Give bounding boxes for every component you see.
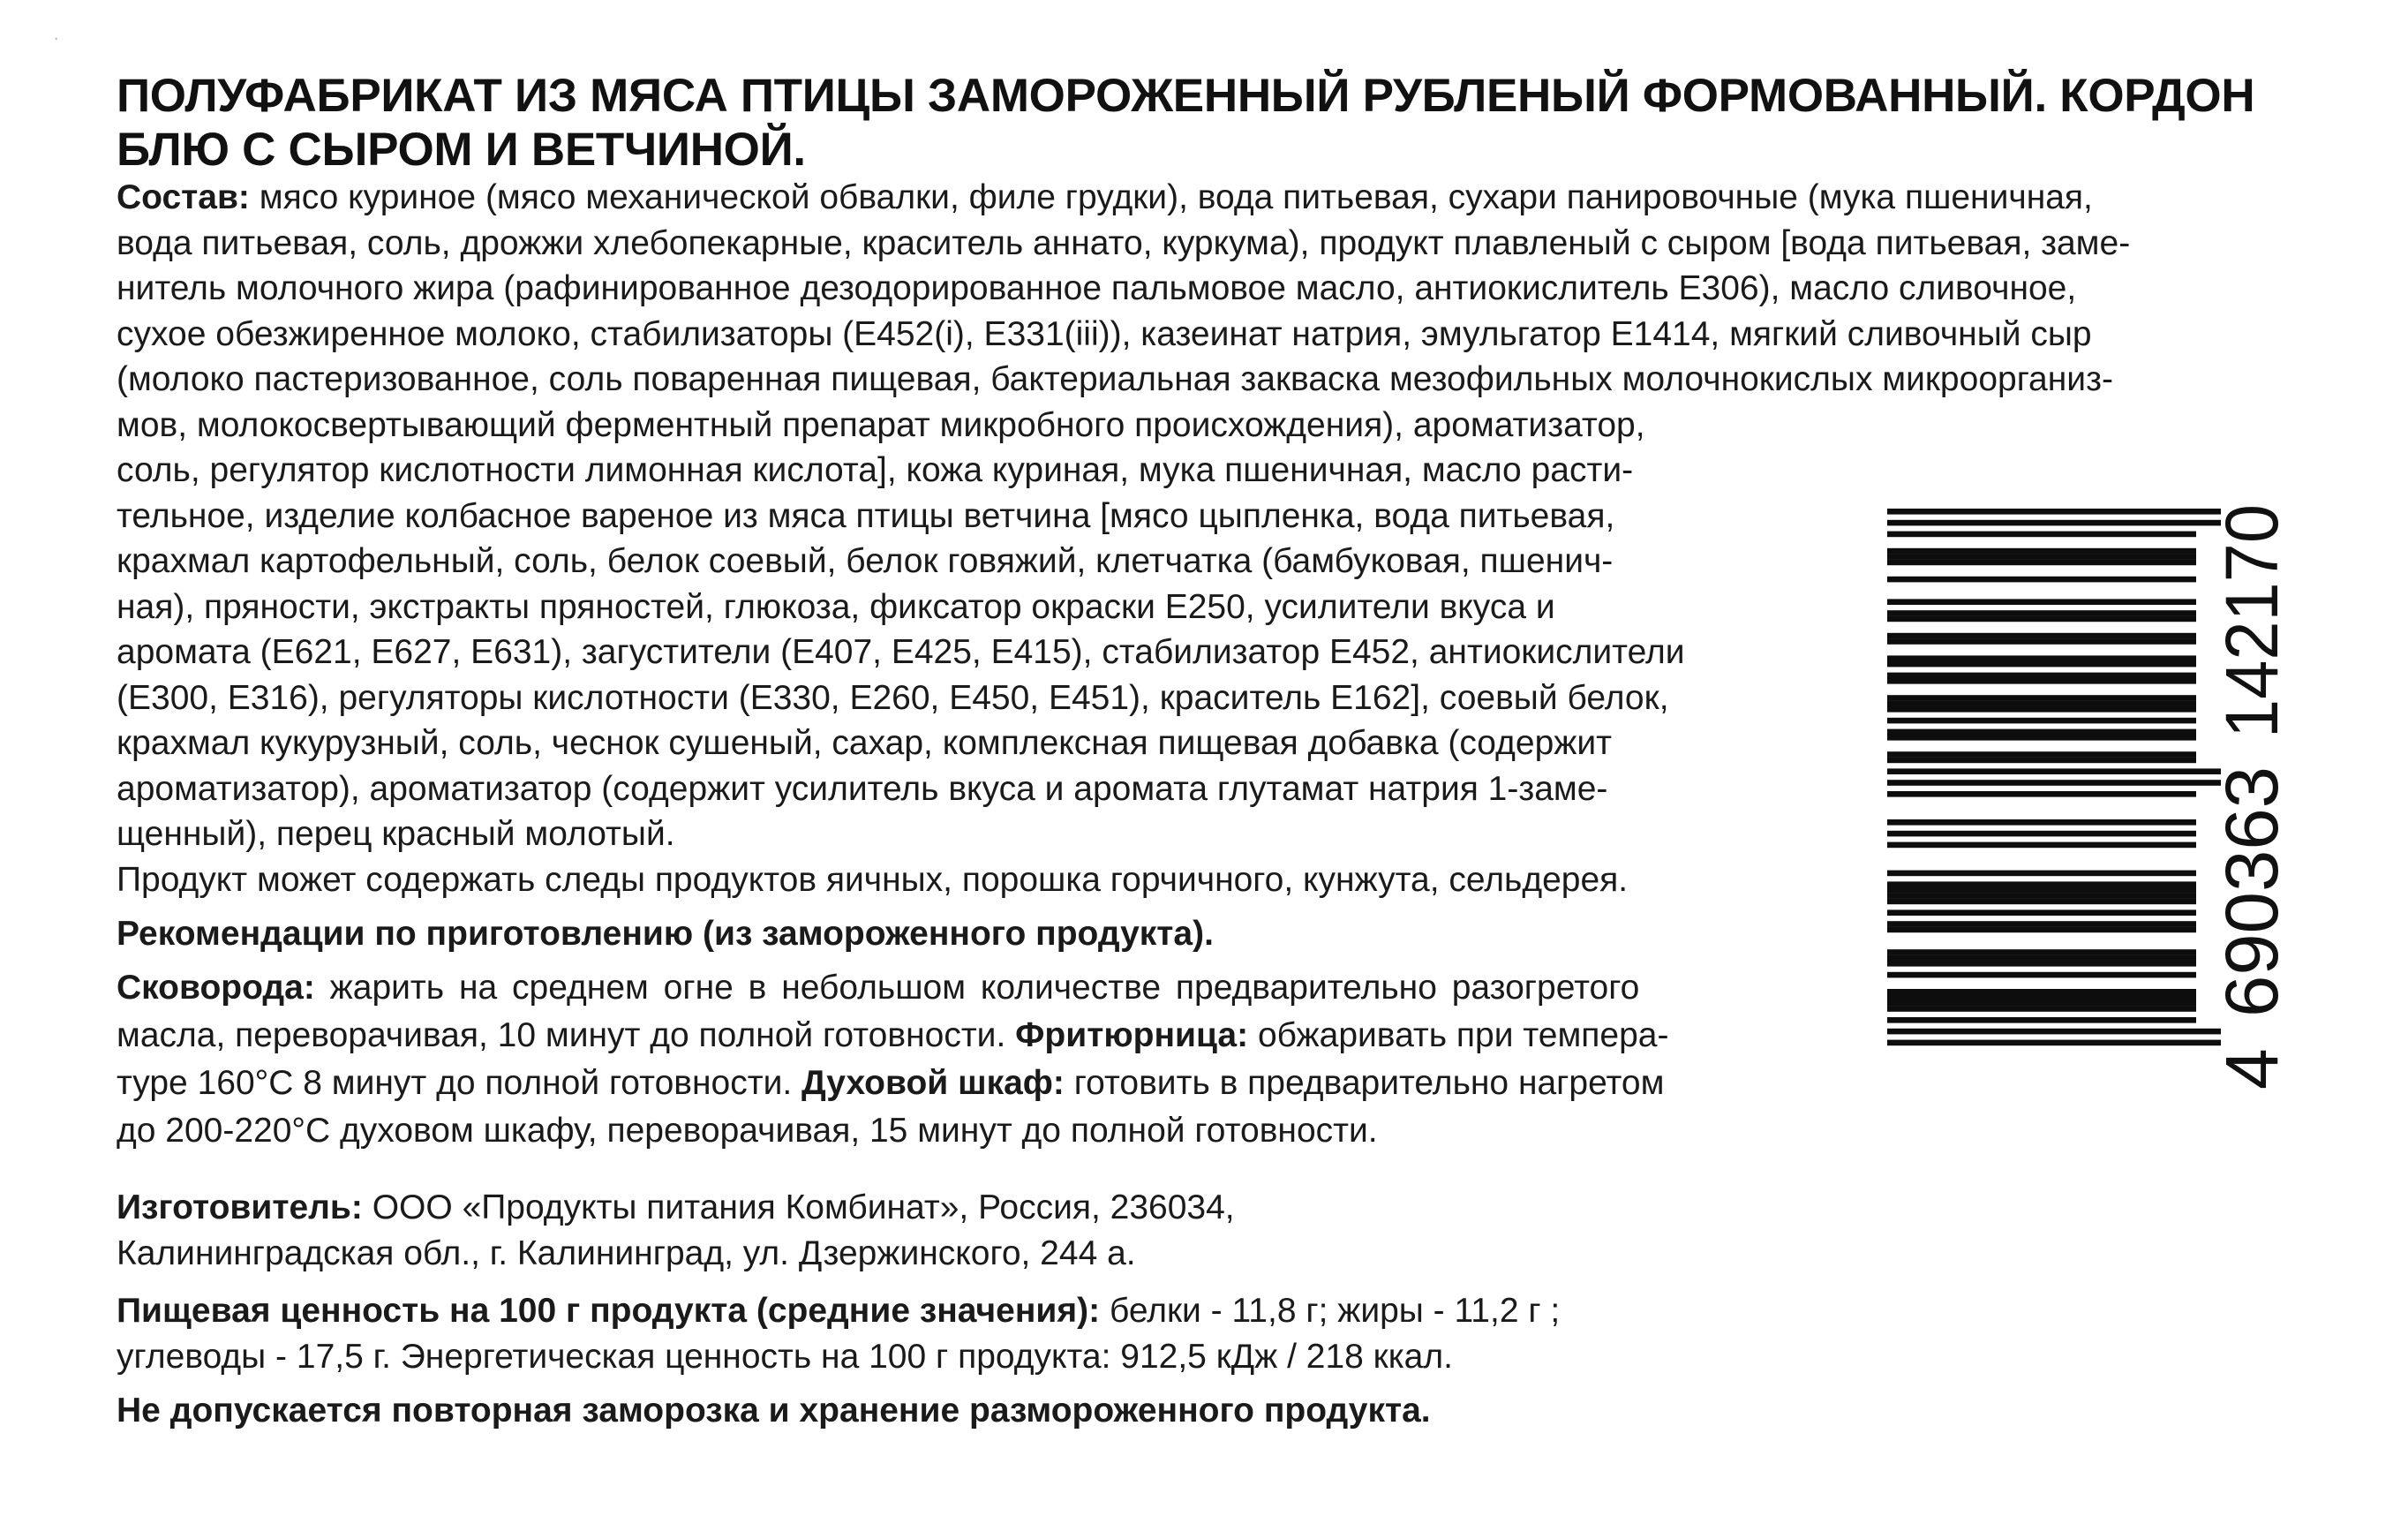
- barcode-bar: [1887, 887, 2196, 894]
- manufacturer-section: Изготовитель: ООО «Продукты питания Комбинат», Россия, 236034, Калининградская обл., г. Калининград, ул. Дзержинского, 244 а.: [117, 1188, 1235, 1272]
- pan-label: Сковорода:: [117, 969, 315, 1007]
- barcode-digits-group-1: 690363: [2210, 769, 2293, 1017]
- barcode-bar: [1887, 695, 2196, 701]
- barcode-bar: [1887, 673, 2196, 679]
- barcode-bar: [1887, 718, 2196, 724]
- composition-line-14: ароматизатор), ароматизатор (содержит усилитель вкуса и аромата глутамат натрия 1-заме-: [117, 769, 1608, 808]
- corner-mark: ·: [53, 26, 60, 49]
- barcode-bar: [1887, 899, 2196, 905]
- barcode: [1887, 490, 2293, 1098]
- barcode-bar: [1887, 949, 2196, 955]
- barcode-bar: [1887, 927, 2196, 933]
- cooking-instructions: Сковорода: жарить на среднем огне в небольшом количестве предварительно разогретого масла, переворачивая, 10 минут до полной готовности. Фритюрница: обжаривать при темпера- туре 160°С 8 минут до полной готовности. Духовой шкаф: готовить в предварительно нагретом до 200-220°С духовом шкафу, переворачивая, 15 минут до полной готовности.: [117, 969, 1669, 1150]
- barcode-bar: [1887, 655, 2196, 661]
- barcode-guard-bar: [1887, 780, 2221, 786]
- composition-line-13: крахмал кукурузный, соль, чеснок сушеный, сахар, комплексная пищевая добавка (содержит: [117, 724, 1613, 762]
- barcode-first-digit: 4: [2210, 1048, 2293, 1090]
- barcode-bar: [1887, 661, 2196, 668]
- barcode-bar: [1887, 758, 2196, 764]
- cooking-heading: Рекомендации по приготовлению (из замороженного продукта).: [117, 915, 1214, 953]
- barcode-bar: [1887, 961, 2196, 967]
- barcode-guard-bar: [1887, 768, 2221, 774]
- composition-label: Состав:: [117, 178, 250, 216]
- composition-line-9: крахмал картофельный, соль, белок соевый, белок говяжий, клетчатка (бамбуковая, пшенич-: [117, 542, 1614, 580]
- barcode-bar: [1887, 706, 2196, 713]
- allergen-note: Продукт может содержать следы продуктов яичных, порошка горчичного, кунжута, сельдерея.: [117, 860, 1629, 899]
- barcode-bar: [1887, 842, 2196, 849]
- barcode-guard-bar: [1887, 520, 2221, 526]
- composition-line-7: соль, регулятор кислотности лимонная кислота], кожа куриная, мука пшеничная, масло расти-: [117, 451, 1634, 489]
- barcode-bar: [1887, 871, 2196, 877]
- composition-line-6: мов, молокосвертывающий ферментный препарат микробного происхождения), ароматизатор,: [117, 405, 1645, 444]
- product-title: [117, 69, 2323, 177]
- nutrition-section: Пищевая ценность на 100 г продукта (средние значения): белки - 11,8 г; жиры - 11,2 г ; углеводы - 17,5 г. Энергетическая ценность на 100 г продукта: 912,5 кДж / 218 ккал.: [117, 1292, 1561, 1376]
- manufacturer-label: Изготовитель:: [117, 1188, 363, 1226]
- composition-line-8: тельное, изделие колбасное вареное из мяса птицы ветчина [мясо цыпленка, вода питьевая,: [117, 496, 1615, 535]
- barcode-bar: [1887, 554, 2196, 560]
- composition-line-2: вода питьевая, соль, дрожжи хлебопекарные, краситель аннато, куркума), продукт плавленый с сыром [вода питьевая, заме-: [117, 223, 2131, 262]
- barcode-bars: [1887, 509, 2221, 1045]
- barcode-bar: [1887, 1006, 2196, 1012]
- barcode-bar: [1887, 577, 2196, 583]
- fryer-label: Фритюрница:: [1015, 1016, 1249, 1054]
- barcode-bar: [1887, 751, 2196, 758]
- barcode-bar: [1887, 701, 2196, 707]
- barcode-bar: [1887, 881, 2196, 887]
- barcode-bar: [1887, 909, 2196, 916]
- barcode-bar: [1887, 638, 2196, 645]
- nutrition-label: Пищевая ценность на 100 г продукта (средние значения):: [117, 1292, 1101, 1330]
- barcode-bar: [1887, 893, 2196, 899]
- composition-line-15: щенный), перец красный молотый.: [117, 815, 675, 853]
- barcode-bar: [1887, 735, 2196, 741]
- barcode-bar: [1887, 599, 2196, 605]
- composition-line-12: (Е300, Е316), регуляторы кислотности (Е330, Е260, Е450, Е451), краситель Е162], соевый белок,: [117, 678, 1669, 717]
- barcode-bar: [1887, 921, 2196, 927]
- barcode-guard-bar: [1887, 509, 2221, 515]
- barcode-bar: [1887, 831, 2196, 837]
- oven-label: Духовой шкаф:: [801, 1064, 1065, 1102]
- barcode-bar: [1887, 560, 2196, 566]
- barcode-bar: [1887, 819, 2196, 826]
- title-line-1: ПОЛУФАБРИКАТ ИЗ МЯСА ПТИЦЫ ЗАМОРОЖЕННЫЙ РУБЛЕНЫЙ ФОРМОВАННЫЙ. КОРДОН: [117, 70, 2255, 122]
- barcode-bar: [1887, 989, 2196, 995]
- barcode-bar: [1887, 972, 2196, 978]
- barcode-bar: [1887, 678, 2196, 684]
- barcode-bar: [1887, 1017, 2196, 1023]
- composition-line-10: ная), пряности, экстракты пряностей, глюкоза, фиксатор окраски Е250, усилители вкуса и: [117, 587, 1555, 626]
- barcode-bar: [1887, 994, 2196, 1000]
- barcode-digits-group-2: 142170: [2210, 490, 2293, 738]
- barcode-bar: [1887, 532, 2196, 538]
- composition-line-11: аромата (Е621, Е627, Е631), загустители (Е407, Е425, Е415), стабилизатор Е452, антиокислители: [117, 633, 1685, 671]
- barcode-guard-bar: [1887, 1029, 2221, 1035]
- title-line-2: БЛЮ С СЫРОМ И ВЕТЧИНОЙ.: [117, 124, 806, 176]
- barcode-bar: [1887, 616, 2196, 622]
- composition-line-1: Состав: мясо куриное (мясо механической обвалки, филе грудки), вода питьевая, сухари панировочные (мука пшеничная,: [117, 178, 2093, 216]
- barcode-bar: [1887, 1000, 2196, 1007]
- barcode-bar: [1887, 633, 2196, 639]
- composition-line-4: сухое обезжиренное молоко, стабилизаторы (Е452(i), Е331(iii)), казеинат натрия, эмульгатор Е1414, мягкий сливочный сыр: [117, 314, 2092, 353]
- barcode-bar: [1887, 610, 2196, 616]
- barcode-bar: [1887, 791, 2196, 797]
- composition-line-5: (молоко пастеризованное, соль поваренная пищевая, бактериальная закваска мезофильных молочнокислых микроорганиз-: [117, 360, 2113, 398]
- barcode-bar: [1887, 955, 2196, 962]
- barcode-guard-bar: [1887, 1040, 2221, 1046]
- composition-line-3: нитель молочного жира (рафинированное дезодорированное пальмовое масло, антиокислитель Е306), масло сливочное,: [117, 269, 2077, 307]
- barcode-bar: [1887, 729, 2196, 736]
- storage-warning: Не допускается повторная заморозка и хранение размороженного продукта.: [117, 1392, 1431, 1430]
- barcode-bar: [1887, 548, 2196, 555]
